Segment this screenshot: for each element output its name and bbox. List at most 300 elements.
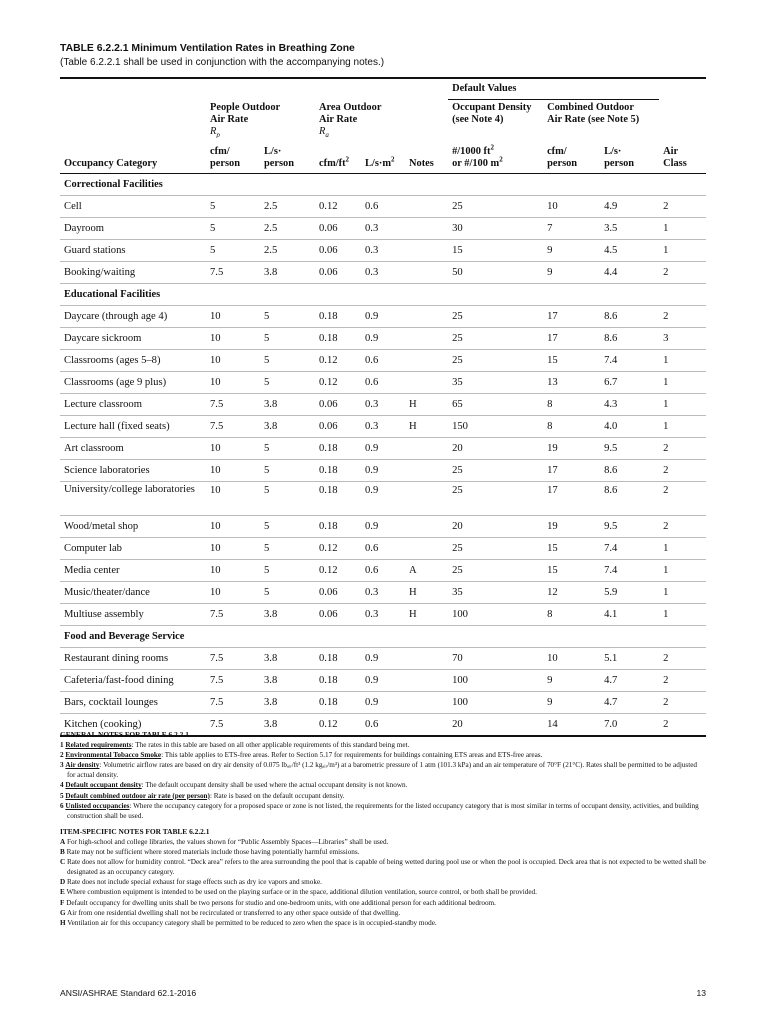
cell-notes (405, 437, 448, 459)
cell-area-ls-m2: 0.6 (361, 195, 405, 217)
cell-occupant-density: 25 (448, 327, 543, 349)
cell-combined-cfm-person: 17 (543, 459, 600, 481)
cell-people-cfm-person: 7.5 (206, 603, 260, 625)
cell-occupant-density: 30 (448, 217, 543, 239)
note-text: : Volumetric airflow rates are based on dry air density of 0.075 lbₐᵢᵣ/ft³ (1.2 kgₐᵢᵣ/m³) at a barometric pressure of 1 atm (101.3 kPa) and an air temperature of 70°F (21°C). Rates shall be permitted to be adjusted for actual density. (67, 761, 698, 780)
cell-combined-ls-person: 4.5 (600, 239, 659, 261)
combined-outdoor-air-rate-header: Combined Outdoor Air Rate (see Note 5) (547, 102, 640, 125)
cell-area-cfm-ft2: 0.18 (315, 691, 361, 713)
cell-combined-ls-person: 4.7 (600, 669, 659, 691)
note-item (60, 760, 706, 780)
cell-people-ls-person: 5 (260, 459, 315, 481)
note-text: Air from one residential dwelling shall not be recirculated or transferred to any other space outside of that dwelling. (67, 908, 401, 917)
section-header-row (60, 625, 706, 647)
cell-area-cfm-ft2: 0.06 (315, 217, 361, 239)
cell-air-class: 2 (659, 691, 706, 713)
cell-combined-ls-person: 5.9 (600, 581, 659, 603)
cell-area-ls-m2: 0.9 (361, 437, 405, 459)
note-number: F (60, 898, 65, 907)
cell-area-ls-m2: 0.9 (361, 481, 405, 515)
note-text: Rate does not include special exhaust for stage effects such as dry ice vapors and smoke. (67, 878, 322, 887)
note-text: Ventilation air for this occupancy category shall be permitted to be reduced to zero when the space is in occupied-standby mode. (67, 918, 437, 927)
cell-people-ls-person: 2.5 (260, 239, 315, 261)
cell-area-ls-m2: 0.3 (361, 393, 405, 415)
cell-people-cfm-person: 7.5 (206, 713, 260, 736)
cell-occupant-density: 50 (448, 261, 543, 283)
cell-people-ls-person: 5 (260, 305, 315, 327)
cell-area-ls-m2: 0.3 (361, 261, 405, 283)
note-number: 1 (60, 741, 64, 750)
cell-people-cfm-person: 10 (206, 459, 260, 481)
cell-combined-cfm-person: 7 (543, 217, 600, 239)
cell-air-class: 2 (659, 481, 706, 515)
cell-air-class: 1 (659, 581, 706, 603)
table-row (60, 603, 706, 625)
cell-notes: H (405, 603, 448, 625)
note-number: A (60, 837, 66, 846)
cell-people-ls-person: 5 (260, 371, 315, 393)
cell-notes (405, 515, 448, 537)
cell-area-ls-m2: 0.3 (361, 239, 405, 261)
note-text: : The default occupant density shall be used where the actual occupant density is not known. (141, 781, 408, 790)
section-title: Correctional Facilities (60, 173, 706, 195)
cell-occupancy-category: Daycare sickroom (60, 327, 206, 349)
cell-area-cfm-ft2: 0.18 (315, 305, 361, 327)
cell-people-cfm-person: 5 (206, 239, 260, 261)
cell-occupant-density: 100 (448, 603, 543, 625)
cell-air-class: 2 (659, 647, 706, 669)
cell-combined-cfm-person: 19 (543, 515, 600, 537)
cell-people-ls-person: 5 (260, 437, 315, 459)
cell-notes (405, 371, 448, 393)
cell-occupant-density: 100 (448, 691, 543, 713)
cell-people-ls-person: 3.8 (260, 669, 315, 691)
note-number: 3 (60, 761, 64, 770)
cell-occupant-density: 15 (448, 239, 543, 261)
cell-combined-cfm-person: 13 (543, 371, 600, 393)
note-key: Default combined outdoor air rate (per person) (65, 791, 210, 800)
cell-people-ls-person: 3.8 (260, 691, 315, 713)
note-key: Air density (65, 761, 100, 770)
cell-combined-ls-person: 7.0 (600, 713, 659, 736)
occupant-density-header: Occupant Density (see Note 4) (452, 102, 532, 125)
cell-people-cfm-person: 10 (206, 349, 260, 371)
note-number: 6 (60, 801, 64, 810)
people-outdoor-air-rate-header: People Outdoor Air Rate $R_p$ (210, 101, 281, 138)
cell-area-ls-m2: 0.3 (361, 603, 405, 625)
cell-combined-cfm-person: 9 (543, 691, 600, 713)
cell-area-ls-m2: 0.6 (361, 349, 405, 371)
cell-occupancy-category: Daycare (through age 4) (60, 305, 206, 327)
cell-occupancy-category: University/college laboratories (60, 481, 206, 515)
cell-occupancy-category: Guard stations (60, 239, 206, 261)
cell-people-cfm-person: 7.5 (206, 261, 260, 283)
cell-area-ls-m2: 0.6 (361, 713, 405, 736)
table-row (60, 691, 706, 713)
cell-notes (405, 691, 448, 713)
cell-combined-ls-person: 3.5 (600, 217, 659, 239)
cell-area-ls-m2: 0.6 (361, 559, 405, 581)
cell-area-cfm-ft2: 0.06 (315, 603, 361, 625)
ventilation-rates-table (60, 77, 706, 737)
cell-air-class: 2 (659, 195, 706, 217)
table-row (60, 481, 706, 515)
note-item (60, 887, 706, 897)
col-people-cfm-person: cfm/ person (206, 138, 260, 174)
cell-air-class: 1 (659, 559, 706, 581)
footer-standard-name: ANSI/ASHRAE Standard 62.1-2016 (60, 988, 197, 998)
note-number: 4 (60, 781, 64, 790)
cell-people-ls-person: 5 (260, 481, 315, 515)
note-number: E (60, 888, 65, 897)
cell-people-cfm-person: 10 (206, 305, 260, 327)
cell-combined-cfm-person: 10 (543, 647, 600, 669)
cell-area-ls-m2: 0.3 (361, 581, 405, 603)
table-row (60, 327, 706, 349)
default-values-header: Default Values (448, 78, 659, 100)
table-row (60, 537, 706, 559)
cell-notes (405, 669, 448, 691)
cell-area-cfm-ft2: 0.12 (315, 559, 361, 581)
note-text: Rate may not be sufficient where stored materials include those having potentially harmful emissions. (66, 848, 360, 857)
area-outdoor-air-rate-header: Area Outdoor Air Rate $R_a$ (319, 101, 382, 138)
cell-people-ls-person: 5 (260, 349, 315, 371)
cell-area-cfm-ft2: 0.06 (315, 261, 361, 283)
cell-people-cfm-person: 7.5 (206, 647, 260, 669)
item-notes-list (60, 837, 706, 928)
note-number: C (60, 858, 66, 867)
cell-area-ls-m2: 0.9 (361, 459, 405, 481)
cell-notes (405, 239, 448, 261)
cell-area-ls-m2: 0.3 (361, 415, 405, 437)
note-number: B (60, 848, 65, 857)
cell-air-class: 2 (659, 305, 706, 327)
cell-notes (405, 481, 448, 515)
cell-occupancy-category: Booking/waiting (60, 261, 206, 283)
cell-air-class: 2 (659, 515, 706, 537)
cell-occupant-density: 150 (448, 415, 543, 437)
cell-air-class: 1 (659, 537, 706, 559)
cell-combined-cfm-person: 9 (543, 239, 600, 261)
note-item (60, 780, 706, 790)
cell-air-class: 2 (659, 261, 706, 283)
note-item (60, 750, 706, 760)
cell-occupancy-category: Multiuse assembly (60, 603, 206, 625)
cell-area-ls-m2: 0.9 (361, 647, 405, 669)
cell-area-ls-m2: 0.9 (361, 327, 405, 349)
cell-area-cfm-ft2: 0.06 (315, 581, 361, 603)
cell-combined-cfm-person: 19 (543, 437, 600, 459)
note-item (60, 877, 706, 887)
cell-combined-cfm-person: 15 (543, 559, 600, 581)
cell-people-cfm-person: 7.5 (206, 415, 260, 437)
note-item (60, 857, 706, 877)
cell-combined-cfm-person: 15 (543, 537, 600, 559)
section-header-row (60, 283, 706, 305)
cell-people-cfm-person: 7.5 (206, 691, 260, 713)
cell-combined-ls-person: 8.6 (600, 305, 659, 327)
table-row (60, 669, 706, 691)
table-row (60, 647, 706, 669)
cell-area-ls-m2: 0.6 (361, 537, 405, 559)
cell-air-class: 2 (659, 669, 706, 691)
cell-people-ls-person: 5 (260, 537, 315, 559)
cell-combined-ls-person: 8.6 (600, 459, 659, 481)
table-row (60, 217, 706, 239)
cell-notes: H (405, 581, 448, 603)
note-text: Where combustion equipment is intended to be used on the playing surface or in the space, additional dilution ventilation, source control, or both shall be provided. (66, 888, 537, 897)
cell-occupancy-category: Science laboratories (60, 459, 206, 481)
cell-occupant-density: 25 (448, 559, 543, 581)
note-number: G (60, 908, 66, 917)
cell-air-class: 2 (659, 437, 706, 459)
cell-occupant-density: 70 (448, 647, 543, 669)
cell-area-cfm-ft2: 0.18 (315, 327, 361, 349)
cell-combined-cfm-person: 8 (543, 603, 600, 625)
cell-area-cfm-ft2: 0.06 (315, 393, 361, 415)
cell-combined-ls-person: 8.6 (600, 327, 659, 349)
table-row (60, 349, 706, 371)
cell-occupant-density: 100 (448, 669, 543, 691)
cell-area-cfm-ft2: 0.18 (315, 437, 361, 459)
cell-area-cfm-ft2: 0.06 (315, 239, 361, 261)
cell-area-cfm-ft2: 0.12 (315, 713, 361, 736)
note-item (60, 918, 706, 928)
cell-area-ls-m2: 0.9 (361, 691, 405, 713)
note-item (60, 898, 706, 908)
table-row (60, 515, 706, 537)
col-air-class: Air Class (659, 138, 706, 174)
cell-area-ls-m2: 0.6 (361, 371, 405, 393)
cell-notes (405, 195, 448, 217)
cell-people-ls-person: 5 (260, 327, 315, 349)
cell-occupant-density: 25 (448, 481, 543, 515)
cell-occupancy-category: Cell (60, 195, 206, 217)
cell-people-ls-person: 2.5 (260, 195, 315, 217)
cell-combined-ls-person: 6.7 (600, 371, 659, 393)
cell-air-class: 2 (659, 459, 706, 481)
cell-combined-cfm-person: 8 (543, 393, 600, 415)
table-subtitle: (Table 6.2.2.1 shall be used in conjunction with the accompanying notes.) (60, 57, 385, 68)
cell-people-cfm-person: 10 (206, 437, 260, 459)
cell-occupant-density: 20 (448, 515, 543, 537)
cell-notes (405, 261, 448, 283)
note-item (60, 801, 706, 821)
cell-occupant-density: 20 (448, 713, 543, 736)
table-row (60, 415, 706, 437)
cell-occupant-density: 35 (448, 371, 543, 393)
cell-combined-cfm-person: 10 (543, 195, 600, 217)
table-notes (60, 730, 706, 928)
cell-people-cfm-person: 10 (206, 559, 260, 581)
note-key: Default occupant density (65, 781, 142, 790)
cell-occupant-density: 25 (448, 305, 543, 327)
note-text: : The rates in this table are based on all other applicable requirements of this standard being met. (131, 741, 410, 750)
cell-air-class: 1 (659, 349, 706, 371)
cell-area-ls-m2: 0.9 (361, 305, 405, 327)
cell-combined-ls-person: 8.6 (600, 481, 659, 515)
cell-area-ls-m2: 0.9 (361, 515, 405, 537)
general-notes-list (60, 740, 706, 821)
cell-combined-ls-person: 4.4 (600, 261, 659, 283)
col-occupancy-category: Occupancy Category (60, 138, 206, 174)
cell-notes (405, 305, 448, 327)
cell-notes: H (405, 415, 448, 437)
cell-people-ls-person: 2.5 (260, 217, 315, 239)
cell-area-cfm-ft2: 0.18 (315, 669, 361, 691)
footer-page-number: 13 (696, 988, 706, 998)
cell-occupancy-category: Dayroom (60, 217, 206, 239)
cell-air-class: 1 (659, 603, 706, 625)
table-row (60, 371, 706, 393)
cell-people-cfm-person: 5 (206, 217, 260, 239)
cell-combined-ls-person: 4.0 (600, 415, 659, 437)
table-row (60, 437, 706, 459)
cell-air-class: 3 (659, 327, 706, 349)
cell-area-cfm-ft2: 0.12 (315, 195, 361, 217)
cell-combined-ls-person: 4.1 (600, 603, 659, 625)
col-area-cfm-ft2: cfm/$ft^2$ (315, 138, 361, 174)
cell-combined-cfm-person: 9 (543, 261, 600, 283)
cell-occupancy-category: Restaurant dining rooms (60, 647, 206, 669)
cell-notes (405, 217, 448, 239)
cell-area-cfm-ft2: 0.12 (315, 349, 361, 371)
cell-people-cfm-person: 10 (206, 581, 260, 603)
col-area-ls-m2: $L/s\cdot m^2$ (361, 138, 405, 174)
cell-notes (405, 537, 448, 559)
cell-people-cfm-person: 10 (206, 515, 260, 537)
cell-area-cfm-ft2: 0.18 (315, 647, 361, 669)
cell-people-ls-person: 3.8 (260, 603, 315, 625)
note-number: D (60, 878, 66, 887)
note-item (60, 791, 706, 801)
section-title: Food and Beverage Service (60, 625, 706, 647)
section-title: Educational Facilities (60, 283, 706, 305)
cell-air-class: 1 (659, 217, 706, 239)
cell-people-ls-person: 5 (260, 559, 315, 581)
table-row (60, 261, 706, 283)
cell-air-class: 1 (659, 415, 706, 437)
cell-combined-cfm-person: 17 (543, 305, 600, 327)
cell-occupancy-category: Media center (60, 559, 206, 581)
note-item (60, 837, 706, 847)
cell-occupancy-category: Music/theater/dance (60, 581, 206, 603)
cell-notes: A (405, 559, 448, 581)
note-item (60, 847, 706, 857)
cell-combined-ls-person: 9.5 (600, 437, 659, 459)
col-notes: Notes (405, 138, 448, 174)
cell-air-class: 2 (659, 713, 706, 736)
cell-occupancy-category: Wood/metal shop (60, 515, 206, 537)
note-text: : This table applies to ETS-free areas. Refer to Section 5.17 for requirements for buildings containing ETS areas and ETS-free areas. (161, 751, 543, 760)
cell-area-ls-m2: 0.3 (361, 217, 405, 239)
cell-occupant-density: 35 (448, 581, 543, 603)
cell-occupancy-category: Classrooms (age 9 plus) (60, 371, 206, 393)
cell-occupancy-category: Art classroom (60, 437, 206, 459)
cell-notes (405, 349, 448, 371)
note-text: : Where the occupancy category for a proposed space or zone is not listed, the requirements for the listed occupancy category that is most similar in terms of occupant density, activities, and building construction shall be used. (67, 801, 699, 820)
cell-occupancy-category: Kitchen (cooking) (60, 713, 206, 736)
cell-occupant-density: 65 (448, 393, 543, 415)
note-key: Environmental Tobacco Smoke (65, 751, 162, 760)
cell-people-ls-person: 5 (260, 581, 315, 603)
cell-occupancy-category: Bars, cocktail lounges (60, 691, 206, 713)
table-row (60, 195, 706, 217)
cell-combined-cfm-person: 17 (543, 327, 600, 349)
cell-combined-ls-person: 5.1 (600, 647, 659, 669)
cell-combined-ls-person: 4.7 (600, 691, 659, 713)
cell-air-class: 1 (659, 239, 706, 261)
cell-combined-cfm-person: 15 (543, 349, 600, 371)
table-row (60, 581, 706, 603)
cell-combined-cfm-person: 12 (543, 581, 600, 603)
cell-combined-cfm-person: 14 (543, 713, 600, 736)
cell-occupant-density: 25 (448, 459, 543, 481)
cell-people-ls-person: 3.8 (260, 393, 315, 415)
cell-area-cfm-ft2: 0.06 (315, 415, 361, 437)
col-occupant-density: #/1000 $ft^2$ or #/100 $m^2$ (448, 138, 543, 174)
cell-people-ls-person: 3.8 (260, 261, 315, 283)
cell-occupancy-category: Classrooms (ages 5–8) (60, 349, 206, 371)
cell-occupancy-category: Cafeteria/fast-food dining (60, 669, 206, 691)
cell-people-cfm-person: 10 (206, 537, 260, 559)
cell-people-cfm-person: 7.5 (206, 393, 260, 415)
table-row (60, 305, 706, 327)
cell-occupant-density: 25 (448, 537, 543, 559)
cell-area-cfm-ft2: 0.12 (315, 371, 361, 393)
col-combined-ls-person: L/s· person (600, 138, 659, 174)
table-body (60, 173, 706, 736)
general-notes-heading: GENERAL NOTES FOR TABLE 6.2.2.1 (60, 730, 189, 739)
note-text: For high-school and college libraries, the values shown for “Public Assembly Spaces—Libraries” shall be used. (67, 837, 389, 846)
cell-people-ls-person: 3.8 (260, 713, 315, 736)
cell-combined-ls-person: 4.9 (600, 195, 659, 217)
note-key: Unlisted occupancies (65, 801, 130, 810)
cell-occupancy-category: Computer lab (60, 537, 206, 559)
cell-area-cfm-ft2: 0.18 (315, 515, 361, 537)
note-number: H (60, 918, 66, 927)
cell-occupant-density: 20 (448, 437, 543, 459)
section-header-row (60, 173, 706, 195)
cell-notes: H (405, 393, 448, 415)
cell-notes (405, 327, 448, 349)
cell-combined-ls-person: 7.4 (600, 349, 659, 371)
note-text: Default occupancy for dwelling units shall be two persons for studio and one-bedroom units, with one additional person for each additional bedroom. (66, 898, 496, 907)
cell-people-ls-person: 3.8 (260, 647, 315, 669)
cell-combined-ls-person: 9.5 (600, 515, 659, 537)
table-title: TABLE 6.2.2.1 Minimum Ventilation Rates in Breathing Zone (60, 43, 355, 54)
note-item (60, 908, 706, 918)
col-people-ls-person: L/s· person (260, 138, 315, 174)
table-row (60, 559, 706, 581)
cell-combined-cfm-person: 9 (543, 669, 600, 691)
cell-air-class: 1 (659, 371, 706, 393)
table-row (60, 459, 706, 481)
item-notes-heading: ITEM-SPECIFIC NOTES FOR TABLE 6.2.2.1 (60, 826, 210, 836)
cell-combined-cfm-person: 17 (543, 481, 600, 515)
note-text: Rate does not allow for humidity control. “Deck area” refers to the area surrounding the pool that is capable of being wetted during pool use or when the pool is occupied. Deck area that is not expected to be wetted shall be designated as an occupancy category. (67, 858, 706, 877)
cell-occupant-density: 25 (448, 349, 543, 371)
col-combined-cfm-person: cfm/ person (543, 138, 600, 174)
cell-area-cfm-ft2: 0.18 (315, 459, 361, 481)
cell-occupant-density: 25 (448, 195, 543, 217)
cell-combined-cfm-person: 8 (543, 415, 600, 437)
cell-occupancy-category: Lecture hall (fixed seats) (60, 415, 206, 437)
cell-area-cfm-ft2: 0.12 (315, 537, 361, 559)
cell-occupancy-category: Lecture classroom (60, 393, 206, 415)
cell-combined-ls-person: 7.4 (600, 559, 659, 581)
table-row (60, 393, 706, 415)
